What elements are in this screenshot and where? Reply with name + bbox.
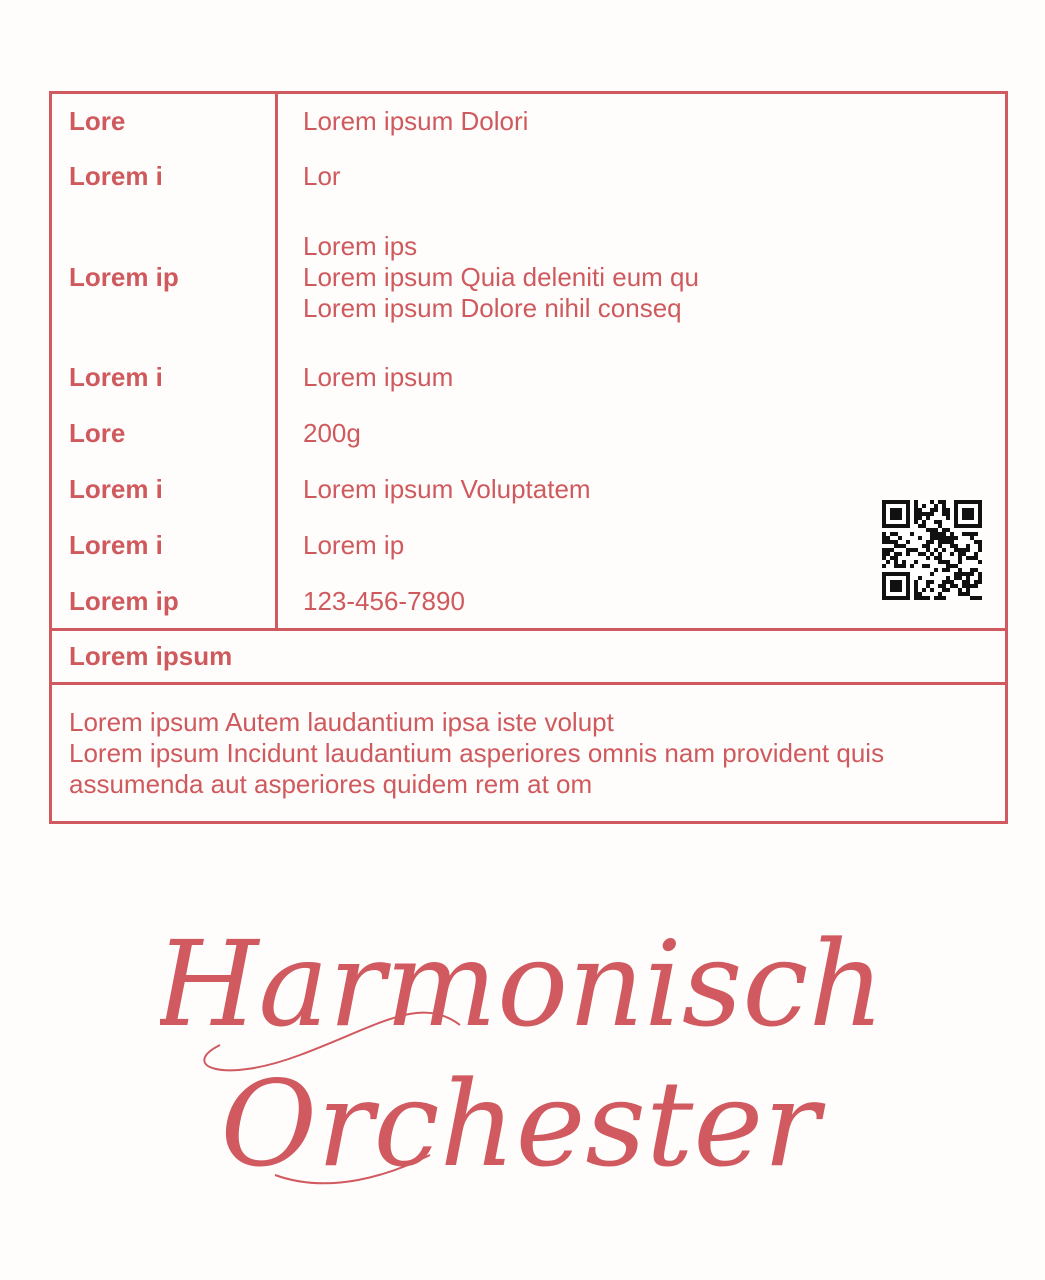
- spec-label: Lorem i: [69, 474, 163, 504]
- description-line: assumenda aut asperiores quidem rem at om: [69, 769, 593, 799]
- section-divider-top: [52, 628, 1005, 631]
- spec-value-line: Lorem ipsum Quia deleniti eum qu: [303, 262, 699, 292]
- section-divider-bottom: [52, 682, 1005, 685]
- spec-label: Lorem ip: [69, 586, 179, 616]
- spec-label: Lorem i: [69, 530, 163, 560]
- specs-table: [52, 94, 1005, 631]
- spec-label: Lore: [69, 106, 126, 136]
- spec-value: Lorem ipsum Dolori: [303, 106, 529, 136]
- spec-value: Lorem ipsum Voluptatem: [303, 474, 591, 504]
- spec-label: Lore: [69, 418, 126, 448]
- section-title: Lorem ipsum: [69, 641, 233, 671]
- spec-value: Lorem ip: [303, 530, 405, 560]
- product-label-card: [49, 91, 1008, 824]
- spec-label: Lorem i: [69, 161, 163, 191]
- spec-label: Lorem i: [69, 362, 163, 392]
- spec-value: Lorem ipsum: [303, 362, 454, 392]
- spec-value: Lor: [303, 161, 341, 191]
- column-divider: [275, 94, 278, 631]
- brand-line-1: Harmonisch: [160, 915, 880, 1053]
- brand-logo: [160, 875, 880, 1215]
- brand-line-2: Orchester: [220, 1055, 820, 1193]
- qr-code-icon: [882, 500, 982, 600]
- description-line: Lorem ipsum Autem laudantium ipsa iste volupt: [69, 707, 614, 737]
- spec-value-line: Lorem ips: [303, 231, 418, 261]
- spec-label: Lorem ip: [69, 262, 179, 292]
- spec-value: 200g: [303, 418, 361, 448]
- spec-value: 123-456-7890: [303, 586, 465, 616]
- description-line: Lorem ipsum Incidunt laudantium asperiores omnis nam provident quis: [69, 738, 885, 768]
- description-text: [69, 707, 989, 800]
- spec-value-line: Lorem ipsum Dolore nihil conseq: [303, 293, 682, 323]
